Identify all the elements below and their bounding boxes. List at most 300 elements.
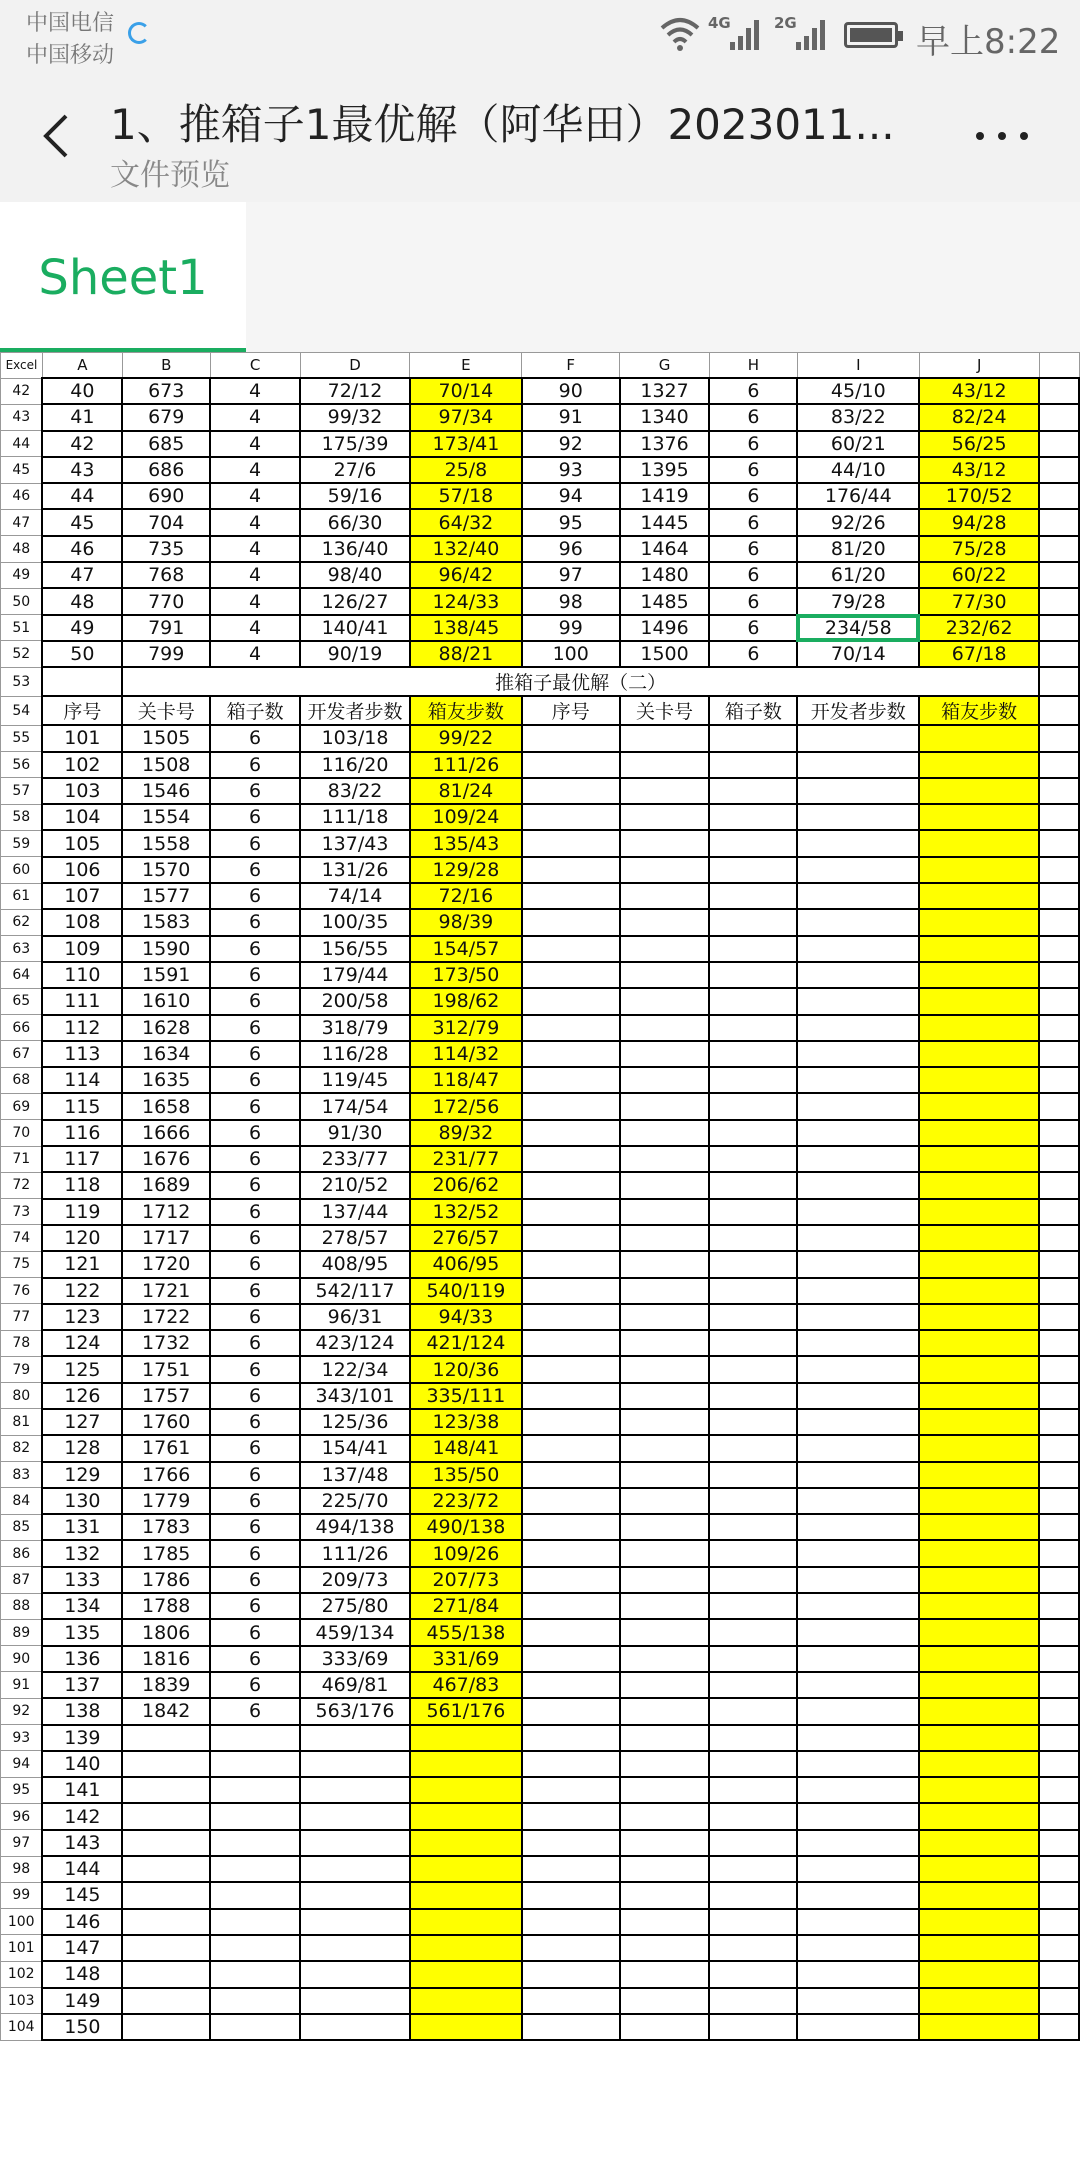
table-cell[interactable]: 1327: [620, 378, 710, 404]
table-cell[interactable]: 231/77: [410, 1146, 522, 1172]
table-cell[interactable]: 74/14: [300, 883, 410, 909]
column-header[interactable]: B: [122, 353, 210, 379]
table-cell[interactable]: [620, 1041, 710, 1067]
table-cell[interactable]: 92/26: [797, 509, 919, 535]
row-number[interactable]: 82: [1, 1435, 43, 1461]
table-cell[interactable]: 41: [42, 404, 122, 430]
table-cell[interactable]: 104: [42, 804, 122, 830]
table-cell[interactable]: 100/35: [300, 909, 410, 935]
table-cell[interactable]: [919, 1751, 1039, 1777]
row-number[interactable]: 52: [1, 641, 43, 667]
table-cell[interactable]: 99: [522, 615, 620, 641]
table-cell[interactable]: 1786: [122, 1567, 210, 1593]
table-cell[interactable]: 100: [522, 641, 620, 667]
table-cell[interactable]: 1419: [620, 483, 710, 509]
table-cell[interactable]: [709, 1041, 797, 1067]
table-cell[interactable]: 70/14: [797, 641, 919, 667]
table-cell[interactable]: [300, 1988, 410, 2014]
row-number[interactable]: 103: [1, 1988, 43, 2014]
table-cell[interactable]: [797, 1356, 919, 1382]
table-cell[interactable]: [210, 1803, 300, 1829]
table-cell[interactable]: [919, 1015, 1039, 1041]
table-cell[interactable]: [709, 1067, 797, 1093]
table-cell[interactable]: 103/18: [300, 725, 410, 751]
table-cell[interactable]: 1634: [122, 1041, 210, 1067]
table-cell[interactable]: [709, 1199, 797, 1225]
table-cell[interactable]: 4: [210, 378, 300, 404]
table-cell[interactable]: 79/28: [797, 588, 919, 614]
table-cell[interactable]: 90/19: [300, 641, 410, 667]
back-arrow-icon[interactable]: [30, 106, 90, 166]
table-cell[interactable]: 115: [42, 1093, 122, 1119]
table-cell[interactable]: 82/24: [919, 404, 1039, 430]
table-cell[interactable]: 540/119: [410, 1278, 522, 1304]
table-cell[interactable]: 144: [42, 1856, 122, 1882]
table-cell[interactable]: [522, 1383, 620, 1409]
table-cell[interactable]: [919, 1462, 1039, 1488]
table-cell[interactable]: [522, 1777, 620, 1803]
table-cell[interactable]: 6: [210, 883, 300, 909]
table-cell[interactable]: 735: [122, 536, 210, 562]
column-header[interactable]: H: [709, 353, 797, 379]
table-cell[interactable]: [797, 1409, 919, 1435]
row-number[interactable]: 58: [1, 804, 43, 830]
table-cell[interactable]: 200/58: [300, 988, 410, 1014]
table-cell[interactable]: [709, 1330, 797, 1356]
row-number[interactable]: 77: [1, 1304, 43, 1330]
table-cell[interactable]: [797, 1593, 919, 1619]
table-cell[interactable]: [522, 778, 620, 804]
table-cell[interactable]: [797, 857, 919, 883]
table-cell[interactable]: [919, 1172, 1039, 1198]
table-cell[interactable]: 123: [42, 1304, 122, 1330]
row-number[interactable]: 101: [1, 1935, 43, 1961]
table-cell[interactable]: [620, 1278, 710, 1304]
table-cell[interactable]: [620, 1988, 710, 2014]
table-cell[interactable]: [919, 1725, 1039, 1751]
row-number[interactable]: 78: [1, 1330, 43, 1356]
table-cell[interactable]: [522, 1435, 620, 1461]
table-cell[interactable]: [522, 1698, 620, 1724]
table-cell[interactable]: [122, 1882, 210, 1908]
table-cell[interactable]: 135/43: [410, 830, 522, 856]
table-cell[interactable]: 101: [42, 725, 122, 751]
table-cell[interactable]: 6: [210, 1672, 300, 1698]
table-cell[interactable]: 6: [210, 1093, 300, 1119]
table-cell[interactable]: [919, 778, 1039, 804]
table-cell[interactable]: [919, 962, 1039, 988]
table-cell[interactable]: [797, 883, 919, 909]
table-cell[interactable]: 6: [210, 1146, 300, 1172]
table-cell[interactable]: [797, 1698, 919, 1724]
table-cell[interactable]: 1546: [122, 778, 210, 804]
table-cell[interactable]: [300, 1725, 410, 1751]
table-cell[interactable]: [410, 1856, 522, 1882]
tab-sheet1[interactable]: [0, 202, 246, 352]
table-cell[interactable]: [919, 936, 1039, 962]
table-cell[interactable]: 331/69: [410, 1646, 522, 1672]
table-cell[interactable]: 6: [709, 404, 797, 430]
table-cell[interactable]: [410, 1751, 522, 1777]
more-icon[interactable]: [972, 128, 1032, 144]
table-cell[interactable]: [919, 1356, 1039, 1382]
table-cell[interactable]: [797, 1672, 919, 1698]
table-cell[interactable]: 6: [709, 641, 797, 667]
table-cell[interactable]: 开发者步数: [300, 696, 410, 725]
table-cell[interactable]: 90: [522, 378, 620, 404]
table-cell[interactable]: 138: [42, 1698, 122, 1724]
table-cell[interactable]: 118: [42, 1172, 122, 1198]
table-cell[interactable]: [709, 1593, 797, 1619]
table-cell[interactable]: [919, 1672, 1039, 1698]
table-cell[interactable]: [709, 1304, 797, 1330]
table-cell[interactable]: [410, 1882, 522, 1908]
table-cell[interactable]: [797, 1172, 919, 1198]
table-cell[interactable]: 6: [210, 857, 300, 883]
table-cell[interactable]: [522, 936, 620, 962]
table-cell[interactable]: 1505: [122, 725, 210, 751]
table-cell[interactable]: 6: [210, 936, 300, 962]
table-cell[interactable]: [410, 1725, 522, 1751]
spreadsheet[interactable]: [0, 352, 1080, 2160]
table-cell[interactable]: 127: [42, 1409, 122, 1435]
table-cell[interactable]: 145: [42, 1882, 122, 1908]
row-number[interactable]: 67: [1, 1041, 43, 1067]
table-cell[interactable]: [522, 1567, 620, 1593]
table-cell[interactable]: 233/77: [300, 1146, 410, 1172]
table-cell[interactable]: 48: [42, 588, 122, 614]
table-cell[interactable]: 1732: [122, 1330, 210, 1356]
table-cell[interactable]: 4: [210, 509, 300, 535]
table-cell[interactable]: 209/73: [300, 1567, 410, 1593]
table-cell[interactable]: 121: [42, 1251, 122, 1277]
row-number[interactable]: 69: [1, 1093, 43, 1119]
table-cell[interactable]: [620, 1672, 710, 1698]
table-cell[interactable]: [709, 1698, 797, 1724]
table-cell[interactable]: 207/73: [410, 1567, 522, 1593]
table-cell[interactable]: [122, 1909, 210, 1935]
row-number[interactable]: 48: [1, 536, 43, 562]
table-cell[interactable]: 149: [42, 1988, 122, 2014]
table-cell[interactable]: [522, 883, 620, 909]
table-cell[interactable]: 1445: [620, 509, 710, 535]
table-cell[interactable]: 234/58: [797, 615, 919, 641]
table-cell[interactable]: [522, 1199, 620, 1225]
table-cell[interactable]: [919, 988, 1039, 1014]
table-cell[interactable]: 111/18: [300, 804, 410, 830]
table-cell[interactable]: [522, 1409, 620, 1435]
table-cell[interactable]: 箱子数: [709, 696, 797, 725]
row-number[interactable]: 60: [1, 857, 43, 883]
table-cell[interactable]: 768: [122, 562, 210, 588]
row-number[interactable]: 43: [1, 404, 43, 430]
table-cell[interactable]: 109/26: [410, 1540, 522, 1566]
table-cell[interactable]: [522, 1356, 620, 1382]
table-cell[interactable]: 6: [210, 1435, 300, 1461]
table-cell[interactable]: [620, 883, 710, 909]
table-cell[interactable]: 117: [42, 1146, 122, 1172]
table-cell[interactable]: [522, 1462, 620, 1488]
table-cell[interactable]: [522, 1093, 620, 1119]
table-cell[interactable]: 6: [709, 536, 797, 562]
table-cell[interactable]: 1395: [620, 457, 710, 483]
table-cell[interactable]: [522, 1646, 620, 1672]
table-cell[interactable]: 1806: [122, 1619, 210, 1645]
table-cell[interactable]: 6: [709, 509, 797, 535]
table-cell[interactable]: [797, 1856, 919, 1882]
table-cell[interactable]: [522, 1725, 620, 1751]
table-cell[interactable]: 98/39: [410, 909, 522, 935]
table-cell[interactable]: [797, 1199, 919, 1225]
row-number[interactable]: 79: [1, 1356, 43, 1382]
table-cell[interactable]: [797, 1909, 919, 1935]
row-number[interactable]: 89: [1, 1619, 43, 1645]
table-cell[interactable]: 1464: [620, 536, 710, 562]
table-cell[interactable]: [620, 1093, 710, 1119]
table-cell[interactable]: 1721: [122, 1278, 210, 1304]
table-cell[interactable]: 83/22: [300, 778, 410, 804]
table-cell[interactable]: 770: [122, 588, 210, 614]
table-cell[interactable]: 1676: [122, 1146, 210, 1172]
table-cell[interactable]: 276/57: [410, 1225, 522, 1251]
column-header[interactable]: C: [210, 353, 300, 379]
row-number[interactable]: 44: [1, 431, 43, 457]
table-cell[interactable]: 198/62: [410, 988, 522, 1014]
table-cell[interactable]: 77/30: [919, 588, 1039, 614]
table-cell[interactable]: [522, 1540, 620, 1566]
table-cell[interactable]: 1480: [620, 562, 710, 588]
row-number[interactable]: 68: [1, 1067, 43, 1093]
table-cell[interactable]: [522, 1172, 620, 1198]
table-cell[interactable]: 88/21: [410, 641, 522, 667]
table-cell[interactable]: [709, 988, 797, 1014]
table-cell[interactable]: [919, 883, 1039, 909]
table-cell[interactable]: [797, 936, 919, 962]
table-cell[interactable]: 6: [210, 962, 300, 988]
table-cell[interactable]: 125: [42, 1356, 122, 1382]
table-cell[interactable]: [919, 1567, 1039, 1593]
table-cell[interactable]: [522, 1803, 620, 1829]
table-cell[interactable]: [797, 1120, 919, 1146]
row-number[interactable]: 84: [1, 1488, 43, 1514]
table-cell[interactable]: [620, 1961, 710, 1987]
table-cell[interactable]: 91: [522, 404, 620, 430]
table-cell[interactable]: 6: [210, 778, 300, 804]
table-cell[interactable]: 关卡号: [620, 696, 710, 725]
table-cell[interactable]: 225/70: [300, 1488, 410, 1514]
table-cell[interactable]: 83/22: [797, 404, 919, 430]
table-cell[interactable]: 136: [42, 1646, 122, 1672]
table-cell[interactable]: [620, 988, 710, 1014]
table-cell[interactable]: 6: [210, 1041, 300, 1067]
row-number[interactable]: 65: [1, 988, 43, 1014]
table-cell[interactable]: 1751: [122, 1356, 210, 1382]
table-cell[interactable]: [620, 962, 710, 988]
table-cell[interactable]: 72/16: [410, 883, 522, 909]
table-cell[interactable]: 96/42: [410, 562, 522, 588]
table-cell[interactable]: [709, 1383, 797, 1409]
table-cell[interactable]: 6: [210, 1540, 300, 1566]
table-cell[interactable]: [522, 1488, 620, 1514]
table-cell[interactable]: [919, 1988, 1039, 2014]
table-cell[interactable]: 408/95: [300, 1251, 410, 1277]
table-cell[interactable]: 561/176: [410, 1698, 522, 1724]
table-cell[interactable]: [797, 1567, 919, 1593]
table-cell[interactable]: [410, 1830, 522, 1856]
table-cell[interactable]: 4: [210, 431, 300, 457]
row-number[interactable]: 63: [1, 936, 43, 962]
row-number[interactable]: 102: [1, 1961, 43, 1987]
table-cell[interactable]: 1577: [122, 883, 210, 909]
table-cell[interactable]: 1485: [620, 588, 710, 614]
table-cell[interactable]: 1658: [122, 1093, 210, 1119]
table-cell[interactable]: [709, 1225, 797, 1251]
table-cell[interactable]: 1712: [122, 1199, 210, 1225]
table-cell[interactable]: 467/83: [410, 1672, 522, 1698]
table-cell[interactable]: 113: [42, 1041, 122, 1067]
table-cell[interactable]: 120: [42, 1225, 122, 1251]
column-header[interactable]: F: [522, 353, 620, 379]
table-cell[interactable]: [620, 1777, 710, 1803]
table-cell[interactable]: [797, 1041, 919, 1067]
table-cell[interactable]: [797, 2014, 919, 2040]
row-number[interactable]: 83: [1, 1462, 43, 1488]
table-cell[interactable]: [709, 1619, 797, 1645]
table-cell[interactable]: [797, 830, 919, 856]
table-cell[interactable]: [797, 1935, 919, 1961]
table-cell[interactable]: [620, 1725, 710, 1751]
table-cell[interactable]: 关卡号: [122, 696, 210, 725]
table-cell[interactable]: 40: [42, 378, 122, 404]
table-cell[interactable]: 109/24: [410, 804, 522, 830]
table-cell[interactable]: [522, 1225, 620, 1251]
table-cell[interactable]: 60/21: [797, 431, 919, 457]
table-cell[interactable]: 6: [210, 1172, 300, 1198]
table-cell[interactable]: 6: [210, 1462, 300, 1488]
table-cell[interactable]: 6: [210, 1567, 300, 1593]
table-cell[interactable]: [522, 804, 620, 830]
table-cell[interactable]: 1340: [620, 404, 710, 430]
table-cell[interactable]: 89/32: [410, 1120, 522, 1146]
table-cell[interactable]: 114: [42, 1067, 122, 1093]
table-cell[interactable]: [210, 2014, 300, 2040]
table-cell[interactable]: 1500: [620, 641, 710, 667]
table-cell[interactable]: [919, 1146, 1039, 1172]
table-cell[interactable]: 6: [210, 1593, 300, 1619]
table-cell[interactable]: [919, 725, 1039, 751]
table-cell[interactable]: [620, 1567, 710, 1593]
table-cell[interactable]: [709, 1935, 797, 1961]
table-cell[interactable]: 6: [210, 1330, 300, 1356]
table-cell[interactable]: [709, 1803, 797, 1829]
table-cell[interactable]: [797, 1225, 919, 1251]
table-cell[interactable]: [620, 857, 710, 883]
table-cell[interactable]: [919, 1909, 1039, 1935]
table-cell[interactable]: [709, 1882, 797, 1908]
table-cell[interactable]: 116: [42, 1120, 122, 1146]
table-cell[interactable]: 172/56: [410, 1093, 522, 1119]
table-cell[interactable]: [797, 962, 919, 988]
table-cell[interactable]: [410, 1803, 522, 1829]
table-cell[interactable]: [210, 1856, 300, 1882]
table-cell[interactable]: [919, 1882, 1039, 1908]
table-cell[interactable]: 142: [42, 1803, 122, 1829]
row-number[interactable]: 62: [1, 909, 43, 935]
table-cell[interactable]: 6: [210, 725, 300, 751]
table-cell[interactable]: [522, 1067, 620, 1093]
table-cell[interactable]: 6: [709, 483, 797, 509]
table-cell[interactable]: 6: [709, 457, 797, 483]
table-cell[interactable]: 423/124: [300, 1330, 410, 1356]
table-cell[interactable]: 122/34: [300, 1356, 410, 1382]
table-cell[interactable]: [620, 1435, 710, 1461]
table-cell[interactable]: [797, 1383, 919, 1409]
spreadsheet-grid[interactable]: [0, 352, 1080, 2041]
table-cell[interactable]: [709, 883, 797, 909]
table-cell[interactable]: [709, 1120, 797, 1146]
table-cell[interactable]: [797, 778, 919, 804]
table-cell[interactable]: [620, 1619, 710, 1645]
table-cell[interactable]: [919, 1777, 1039, 1803]
table-cell[interactable]: 131: [42, 1514, 122, 1540]
table-cell[interactable]: 42: [42, 431, 122, 457]
row-number[interactable]: 80: [1, 1383, 43, 1409]
table-cell[interactable]: 124/33: [410, 588, 522, 614]
row-number[interactable]: 85: [1, 1514, 43, 1540]
row-number[interactable]: 74: [1, 1225, 43, 1251]
table-cell[interactable]: 108: [42, 909, 122, 935]
table-cell[interactable]: 173/50: [410, 962, 522, 988]
row-number[interactable]: 87: [1, 1567, 43, 1593]
table-cell[interactable]: [620, 804, 710, 830]
table-cell[interactable]: [410, 1909, 522, 1935]
table-cell[interactable]: 174/54: [300, 1093, 410, 1119]
table-cell[interactable]: 109: [42, 936, 122, 962]
table-cell[interactable]: [620, 1830, 710, 1856]
table-cell[interactable]: [919, 1199, 1039, 1225]
table-cell[interactable]: [919, 1225, 1039, 1251]
table-cell[interactable]: 1717: [122, 1225, 210, 1251]
table-cell[interactable]: [620, 1803, 710, 1829]
row-number[interactable]: 75: [1, 1251, 43, 1277]
table-cell[interactable]: [300, 1777, 410, 1803]
table-cell[interactable]: 105: [42, 830, 122, 856]
table-cell[interactable]: [709, 2014, 797, 2040]
row-number[interactable]: 97: [1, 1830, 43, 1856]
table-cell[interactable]: 275/80: [300, 1593, 410, 1619]
table-cell[interactable]: [620, 1488, 710, 1514]
table-cell[interactable]: 110: [42, 962, 122, 988]
table-cell[interactable]: [522, 1751, 620, 1777]
table-cell[interactable]: [620, 1251, 710, 1277]
row-number[interactable]: 61: [1, 883, 43, 909]
row-number[interactable]: 71: [1, 1146, 43, 1172]
table-cell[interactable]: [620, 1015, 710, 1041]
table-cell[interactable]: [797, 988, 919, 1014]
table-cell[interactable]: 6: [210, 1199, 300, 1225]
table-cell[interactable]: [522, 1514, 620, 1540]
table-cell[interactable]: [620, 1462, 710, 1488]
table-cell[interactable]: [797, 1488, 919, 1514]
table-cell[interactable]: 206/62: [410, 1172, 522, 1198]
table-cell[interactable]: [620, 1199, 710, 1225]
table-cell[interactable]: 132/40: [410, 536, 522, 562]
table-cell[interactable]: 704: [122, 509, 210, 535]
table-cell[interactable]: [709, 1093, 797, 1119]
column-header[interactable]: E: [410, 353, 522, 379]
table-cell[interactable]: [522, 1619, 620, 1645]
table-cell[interactable]: 94: [522, 483, 620, 509]
